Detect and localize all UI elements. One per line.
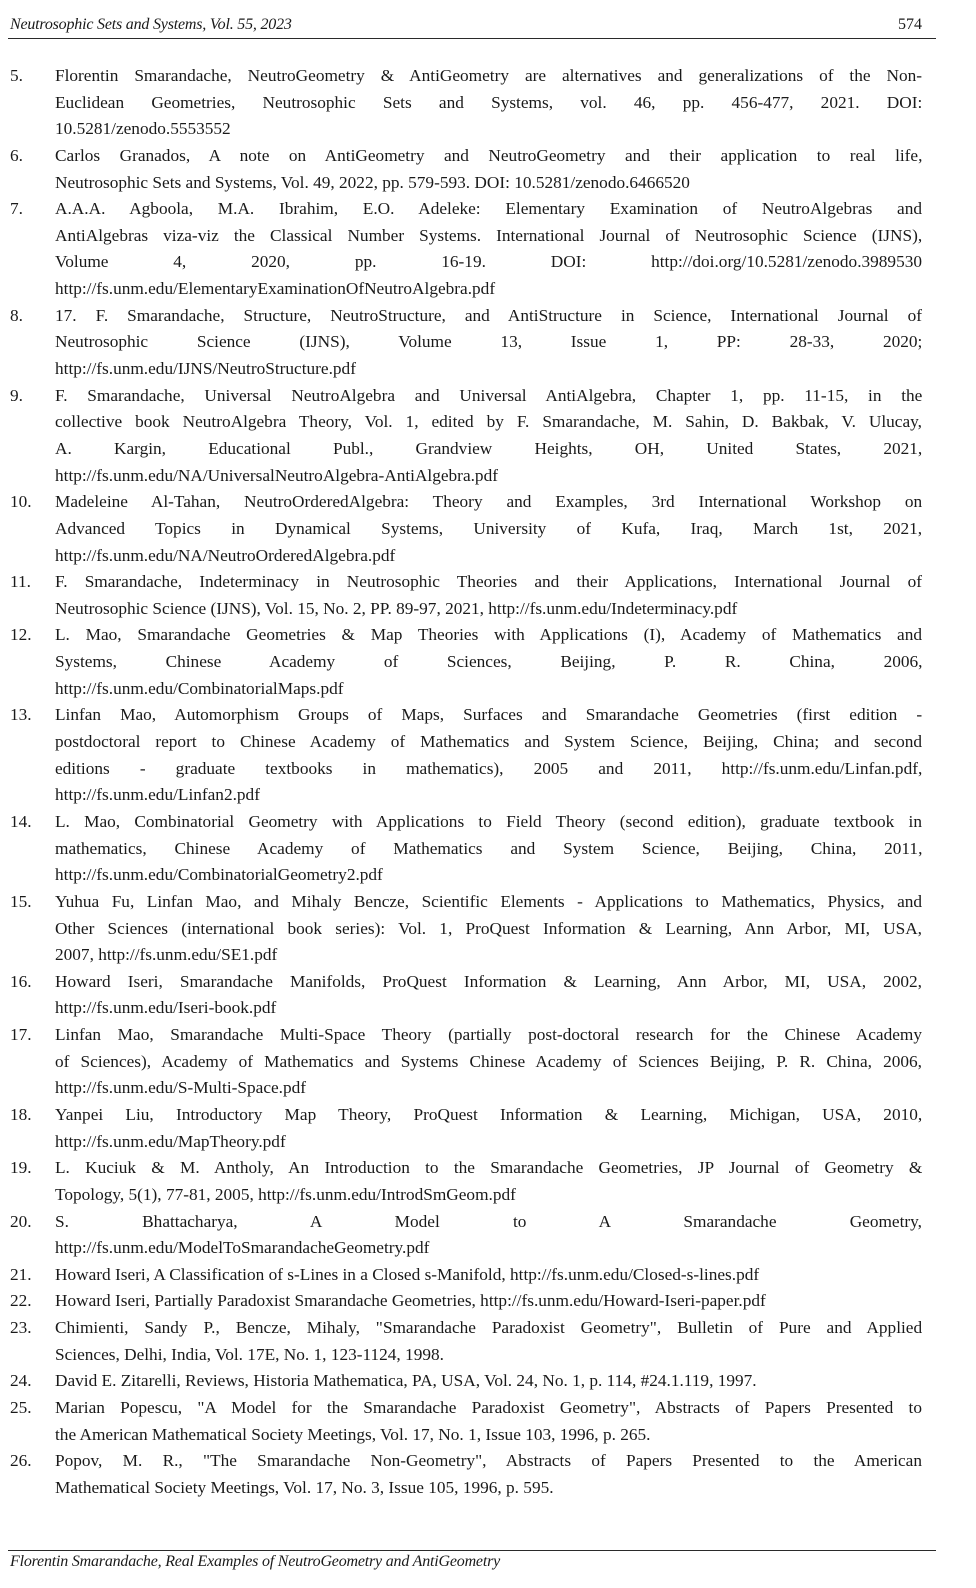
reference-text-line: S. Bhattacharya, A Model to A Smarandache Geometry, <box>55 1211 922 1231</box>
reference-text-line: Advanced Topics in Dynamical Systems, University of Kufa, Iraq, March 1st, 2021, <box>55 518 923 538</box>
reference-number: 13. <box>10 705 32 725</box>
reference-text-line: F. Smarandache, Indeterminacy in Neutrosophic Theories and their Applications, International Journal of <box>55 572 922 592</box>
reference-text-line: L. Mao, Smarandache Geometries & Map Theories with Applications (I), Academy of Mathematics and <box>55 625 922 645</box>
reference-text-line: postdoctoral report to Chinese Academy of Mathematics and System Science, Beijing, China; and second <box>55 732 923 752</box>
reference-number: 19. <box>10 1158 32 1178</box>
reference-number: 17. <box>10 1025 32 1045</box>
reference-number: 24. <box>10 1371 32 1391</box>
reference-item <box>10 622 922 702</box>
reference-item <box>10 1262 922 1289</box>
reference-item <box>10 1155 922 1208</box>
reference-text-line: 10.5281/zenodo.5553552 <box>55 119 231 139</box>
reference-text-line: Popov, M. R., "The Smarandache Non-Geometry", Abstracts of Papers Presented to the American <box>55 1451 922 1471</box>
reference-text-line: David E. Zitarelli, Reviews, Historia Mathematica, PA, USA, Vol. 24, No. 1, p. 114, #24.1.119, 1997. <box>55 1371 757 1391</box>
reference-text-line: Florentin Smarandache, NeutroGeometry & AntiGeometry are alternatives and generalizations of the Non- <box>55 66 923 85</box>
reference-text-line: Marian Popescu, "A Model for the Smarandache Paradoxist Geometry", Abstracts of Papers Presented to <box>55 1398 922 1418</box>
reference-text-line: L. Mao, Combinatorial Geometry with Applications to Field Theory (second edition), graduate textbook in <box>55 811 922 831</box>
reference-text-line: A. Kargin, Educational Publ., Grandview Heights, OH, United States, 2021, <box>55 438 923 458</box>
running-footer <box>8 1550 936 1581</box>
reference-number: 6. <box>10 145 23 165</box>
reference-text-line: Howard Iseri, Smarandache Manifolds, ProQuest Information & Learning, Ann Arbor, MI, USA, 2002, <box>55 971 922 991</box>
reference-item <box>10 889 922 969</box>
reference-text-line: Linfan Mao, Smarandache Multi-Space Theory (partially post-doctoral research for the Chinese Academy <box>55 1025 922 1045</box>
reference-item <box>10 1288 922 1315</box>
reference-text-line: http://fs.unm.edu/S-Multi-Space.pdf <box>55 1078 307 1098</box>
reference-number: 5. <box>10 66 23 85</box>
reference-number: 9. <box>10 385 23 405</box>
reference-text-line: http://fs.unm.edu/ModelToSmarandacheGeometry.pdf <box>55 1238 430 1258</box>
reference-text-line: Chimienti, Sandy P., Bencze, Mihaly, "Smarandache Paradoxist Geometry", Bulletin of Pure and Applied <box>55 1318 923 1338</box>
reference-item <box>10 303 922 383</box>
running-header <box>8 14 936 39</box>
reference-text-line: editions - graduate textbooks in mathematics), 2005 and 2011, http://fs.unm.edu/Linfan.pdf, <box>55 758 923 778</box>
reference-text-line: F. Smarandache, Universal NeutroAlgebra and Universal AntiAlgebra, Chapter 1, pp. 11-15, in the <box>55 385 923 405</box>
reference-number: 25. <box>10 1398 32 1418</box>
footer-author-title: Florentin Smarandache, Real Examples of NeutroGeometry and AntiGeometry <box>10 1553 500 1570</box>
reference-text-line: Other Sciences (international book series): Vol. 1, ProQuest Information & Learning, Ann Arbor, MI, USA, <box>55 918 922 938</box>
reference-item <box>10 1448 922 1501</box>
reference-item <box>10 196 922 303</box>
reference-list <box>10 63 922 1502</box>
reference-text-line: Madeleine Al-Tahan, NeutroOrderedAlgebra: Theory and Examples, 3rd International Workshop on <box>55 492 923 512</box>
reference-item <box>10 383 922 490</box>
reference-text-line: http://fs.unm.edu/NA/UniversalNeutroAlgebra-AntiAlgebra.pdf <box>55 465 498 485</box>
reference-item <box>10 489 922 569</box>
reference-number: 11. <box>10 572 31 592</box>
reference-item <box>10 1102 922 1155</box>
reference-item <box>10 969 922 1022</box>
reference-text-line: Euclidean Geometries, Neutrosophic Sets and Systems, vol. 46, pp. 456-477, 2021. DOI: <box>55 92 923 112</box>
reference-number: 22. <box>10 1291 32 1311</box>
reference-text-line: 17. F. Smarandache, Structure, NeutroStructure, and AntiStructure in Science, International Journal of <box>55 305 922 325</box>
reference-text-line: collective book NeutroAlgebra Theory, Vol. 1, edited by F. Smarandache, M. Sahin, D. Bakbak, V. Ulucay, <box>55 412 922 432</box>
page-number: 574 <box>898 16 922 33</box>
reference-number: 14. <box>10 811 32 831</box>
reference-text-line: Neutrosophic Sets and Systems, Vol. 49, 2022, pp. 579-593. DOI: 10.5281/zenodo.6466520 <box>55 172 690 192</box>
reference-item <box>10 1368 922 1395</box>
journal-title: Neutrosophic Sets and Systems, Vol. 55, 2023 <box>10 16 292 33</box>
reference-text-line: Topology, 5(1), 77-81, 2005, http://fs.unm.edu/IntrodSmGeom.pdf <box>55 1184 516 1204</box>
reference-text-line: Yuhua Fu, Linfan Mao, and Mihaly Bencze, Scientific Elements - Applications to Mathematics, Physics, and <box>55 891 923 911</box>
reference-item <box>10 702 922 809</box>
reference-text-line: A.A.A. Agboola, M.A. Ibrahim, E.O. Adeleke: Elementary Examination of NeutroAlgebras and <box>55 199 922 219</box>
reference-item <box>10 569 922 622</box>
reference-number: 21. <box>10 1264 32 1284</box>
reference-text-line: Sciences, Delhi, India, Vol. 17E, No. 1, 123-1124, 1998. <box>55 1344 444 1364</box>
reference-text-line: http://fs.unm.edu/Linfan2.pdf <box>55 785 260 805</box>
reference-text-line: AntiAlgebras viza-viz the Classical Number Systems. International Journal of Neutrosophic Science (IJNS), <box>55 225 923 245</box>
reference-text-line: Neutrosophic Science (IJNS), Vol. 15, No. 2, PP. 89-97, 2021, http://fs.unm.edu/Indeterminacy.pdf <box>55 598 738 618</box>
reference-text-line: http://fs.unm.edu/CombinatorialMaps.pdf <box>55 678 344 698</box>
reference-text-line: http://fs.unm.edu/NA/NeutroOrderedAlgebra.pdf <box>55 545 396 565</box>
reference-text-line: Carlos Granados, A note on AntiGeometry and NeutroGeometry and their application to real life, <box>55 145 923 165</box>
reference-number: 16. <box>10 971 32 991</box>
reference-text-line: of Sciences), Academy of Mathematics and Systems Chinese Academy of Sciences Beijing, P. R. China, 2006, <box>55 1051 922 1071</box>
reference-text-line: Howard Iseri, Partially Paradoxist Smarandache Geometries, http://fs.unm.edu/Howard-Iseri-paper.pdf <box>55 1291 766 1311</box>
reference-text-line: Systems, Chinese Academy of Sciences, Beijing, P. R. China, 2006, <box>55 652 923 672</box>
reference-text-line: http://fs.unm.edu/MapTheory.pdf <box>55 1131 286 1151</box>
reference-item <box>10 143 922 196</box>
reference-item <box>10 1209 922 1262</box>
reference-text-line: Mathematical Society Meetings, Vol. 17, No. 3, Issue 105, 1996, p. 595. <box>55 1477 554 1497</box>
reference-text-line: http://fs.unm.edu/IJNS/NeutroStructure.pdf <box>55 359 356 379</box>
reference-item <box>10 1022 922 1102</box>
reference-number: 23. <box>10 1318 32 1338</box>
reference-text-line: mathematics, Chinese Academy of Mathematics and System Science, Beijing, China, 2011, <box>55 838 923 858</box>
reference-text-line: L. Kuciuk & M. Antholy, An Introduction to the Smarandache Geometries, JP Journal of Geometry & <box>55 1158 923 1178</box>
reference-number: 18. <box>10 1104 32 1124</box>
reference-text-line: Volume 4, 2020, pp. 16-19. DOI: http://doi.org/10.5281/zenodo.3989530 <box>55 252 922 272</box>
reference-text-line: Yanpei Liu, Introductory Map Theory, ProQuest Information & Learning, Michigan, USA, 2010, <box>55 1104 923 1124</box>
reference-text-line: http://fs.unm.edu/CombinatorialGeometry2.pdf <box>55 865 383 885</box>
reference-number: 20. <box>10 1211 32 1231</box>
reference-item <box>10 1395 922 1448</box>
reference-number: 10. <box>10 492 32 512</box>
reference-text-line: 2007, http://fs.unm.edu/SE1.pdf <box>55 945 278 965</box>
reference-number: 26. <box>10 1451 32 1471</box>
reference-text-line: http://fs.unm.edu/ElementaryExaminationOfNeutroAlgebra.pdf <box>55 279 496 299</box>
reference-item <box>10 809 922 889</box>
reference-item <box>10 1315 922 1368</box>
reference-number: 7. <box>10 199 23 219</box>
reference-number: 15. <box>10 891 32 911</box>
reference-number: 8. <box>10 305 23 325</box>
reference-number: 12. <box>10 625 32 645</box>
reference-text-line: http://fs.unm.edu/Iseri-book.pdf <box>55 998 277 1018</box>
reference-text-line: the American Mathematical Society Meetings, Vol. 17, No. 1, Issue 103, 1996, p. 265. <box>55 1424 651 1444</box>
reference-text-line: Neutrosophic Science (IJNS), Volume 13, Issue 1, PP: 28-33, 2020; <box>55 332 923 352</box>
reference-item <box>10 63 922 143</box>
reference-text-line: Howard Iseri, A Classification of s-Lines in a Closed s-Manifold, http://fs.unm.edu/Closed-s-lines.pdf <box>55 1264 760 1284</box>
reference-text-line: Linfan Mao, Automorphism Groups of Maps, Surfaces and Smarandache Geometries (first edition - <box>55 705 923 725</box>
